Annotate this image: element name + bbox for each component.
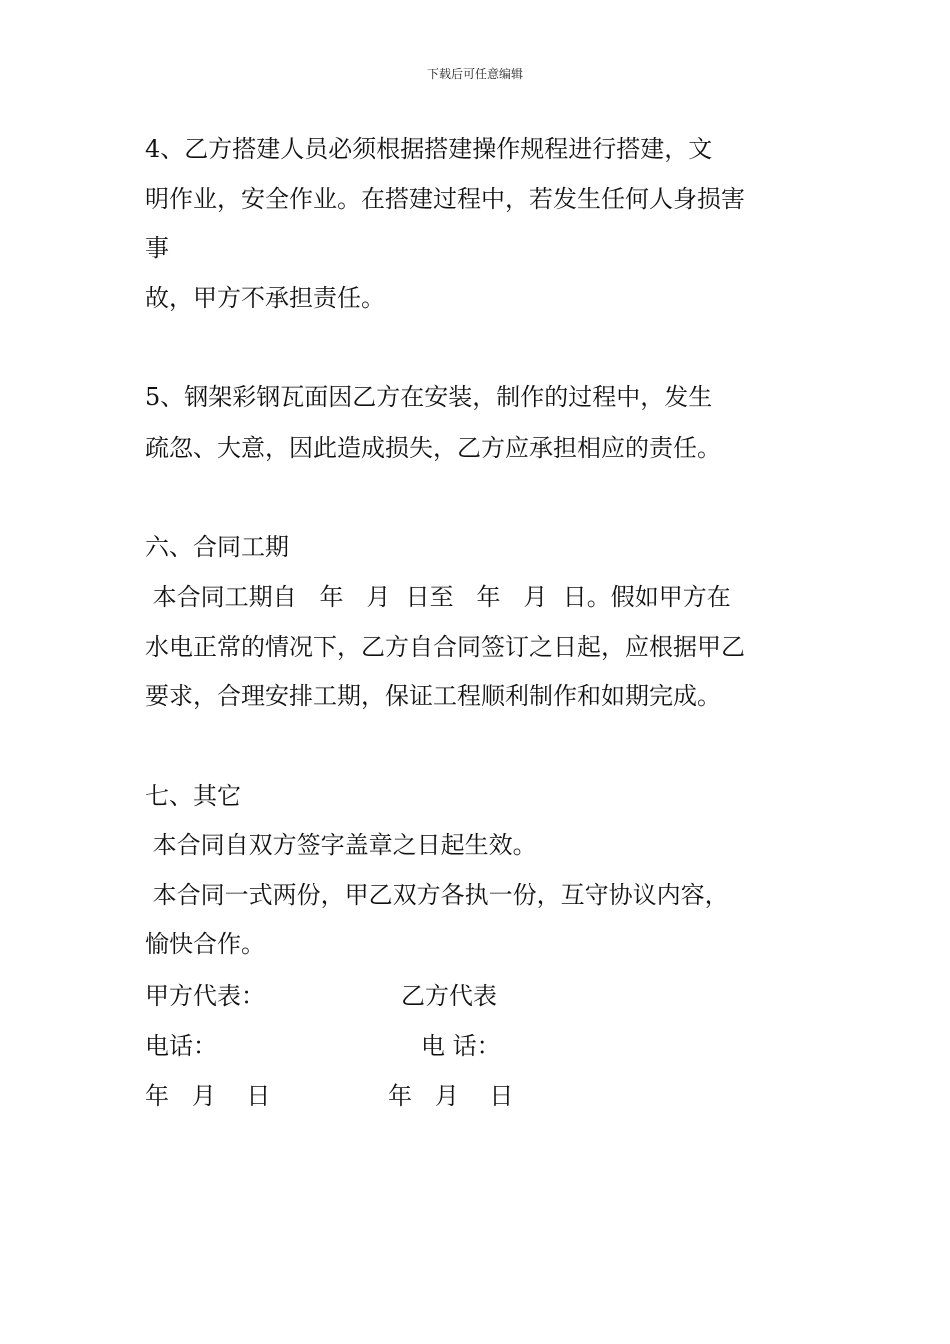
item4-line3: 事 <box>145 234 169 262</box>
section6-line2: 水电正常的情况下，乙方自合同签订之日起，应根据甲乙 <box>145 633 745 661</box>
party-a-representative: 甲方代表： <box>145 982 265 1010</box>
section7-title: 七、其它 <box>145 782 241 810</box>
section7-line2: 本合同一式两份，甲乙双方各执一份，互守协议内容， <box>145 881 729 909</box>
party-a-phone: 电话： <box>145 1032 217 1060</box>
section6-title: 六、合同工期 <box>145 533 289 561</box>
item4-line2: 明作业，安全作业。在搭建过程中，若发生任何人身损害 <box>145 185 745 213</box>
section6-line1: 本合同工期自 年 月 日至 年 月 日。假如甲方在 <box>145 583 731 611</box>
party-b-representative: 乙方代表 <box>401 982 497 1010</box>
party-b-phone: 电 话： <box>421 1032 501 1060</box>
item5-line2: 疏忽、大意，因此造成损失，乙方应承担相应的责任。 <box>145 434 721 462</box>
party-a-date: 年 月 日 <box>145 1082 271 1110</box>
section7-line1: 本合同自双方签字盖章之日起生效。 <box>145 831 537 859</box>
page-header: 下载后可任意编辑 <box>426 67 523 81</box>
section6-line3: 要求，合理安排工期，保证工程顺利制作和如期完成。 <box>145 682 721 710</box>
item4-line4: 故，甲方不承担责任。 <box>145 284 385 312</box>
item4-line1: 4、乙方搭建人员必须根据搭建操作规程进行搭建，文 <box>145 135 713 163</box>
party-b-date: 年 月 日 <box>388 1082 514 1110</box>
section7-line3: 愉快合作。 <box>145 930 265 958</box>
item5-line1: 5、钢架彩钢瓦面因乙方在安装，制作的过程中，发生 <box>145 383 713 411</box>
